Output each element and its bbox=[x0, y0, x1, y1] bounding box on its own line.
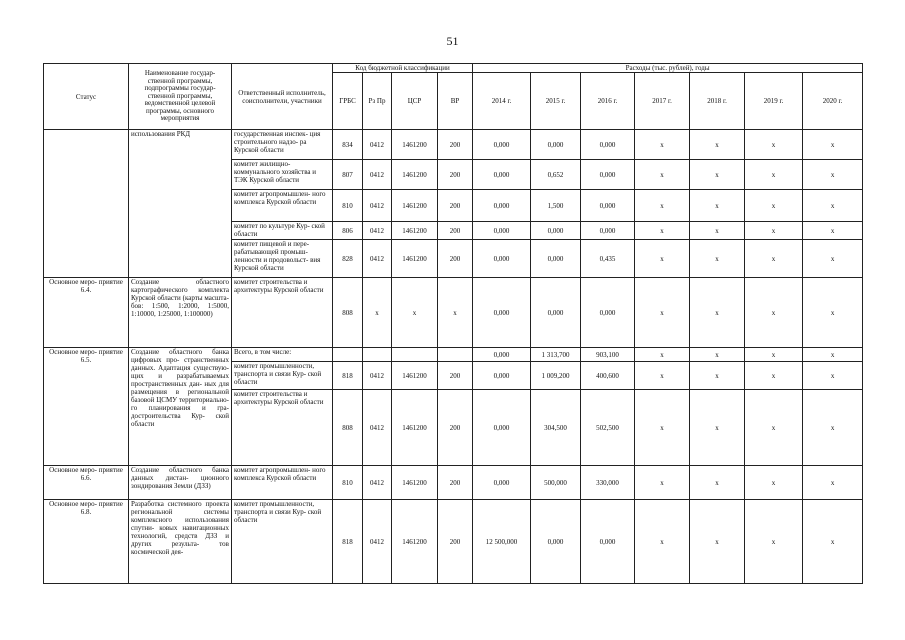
value-cell: 903,100 bbox=[581, 348, 635, 362]
header-code-3: ВР bbox=[438, 73, 473, 130]
value-cell: 1 313,700 bbox=[531, 348, 581, 362]
code-cell-csr: 1461200 bbox=[392, 500, 438, 584]
code-cell-rz: 0412 bbox=[363, 500, 392, 584]
code-cell-rz: 0412 bbox=[363, 362, 392, 390]
code-cell-grbs: 806 bbox=[333, 222, 363, 240]
responsible-cell: государственная инспек- ция строительного надзо- ра Курской области bbox=[232, 130, 333, 160]
header-status: Статус bbox=[44, 64, 129, 130]
name-cell: Разработка системного проекта региональной системы комплексного использования спутни- ковых навигационных технологий, средств ДЗЗ и других результа- тов космической дея- bbox=[129, 500, 232, 584]
value-cell: x bbox=[635, 222, 690, 240]
responsible-cell: комитет промышленности, транспорта и связи Кур- ской области bbox=[232, 362, 333, 390]
value-cell: x bbox=[745, 466, 803, 500]
table-row bbox=[44, 466, 863, 500]
code-cell-rz: 0412 bbox=[363, 190, 392, 222]
value-cell: 0,000 bbox=[531, 500, 581, 584]
header-name: Наименование государ- ственной программы, подпрограммы государ- ственной программы, ведомственной целевой программы, основного мероприятия bbox=[129, 64, 232, 130]
status-cell: Основное меро- приятие 6.4. bbox=[44, 278, 129, 348]
value-cell: 0,000 bbox=[581, 278, 635, 348]
value-cell: 12 500,000 bbox=[473, 500, 531, 584]
value-cell: 0,000 bbox=[473, 240, 531, 278]
code-cell-csr: 1461200 bbox=[392, 466, 438, 500]
status-cell: Основное меро- приятие 6.8. bbox=[44, 500, 129, 584]
value-cell: 330,000 bbox=[581, 466, 635, 500]
header-code-1: Рз Пр bbox=[363, 73, 392, 130]
code-cell-csr: 1461200 bbox=[392, 362, 438, 390]
value-cell: 500,000 bbox=[531, 466, 581, 500]
value-cell: 0,000 bbox=[531, 278, 581, 348]
code-cell-grbs: 834 bbox=[333, 130, 363, 160]
value-cell: x bbox=[635, 160, 690, 190]
value-cell: x bbox=[745, 500, 803, 584]
value-cell: x bbox=[635, 190, 690, 222]
value-cell: x bbox=[803, 240, 863, 278]
code-cell-vr: 200 bbox=[438, 222, 473, 240]
value-cell: x bbox=[635, 500, 690, 584]
code-cell-vr: 200 bbox=[438, 240, 473, 278]
code-cell-vr: 200 bbox=[438, 466, 473, 500]
responsible-cell: комитет жилищно- коммунального хозяйства и ТЭК Курской области bbox=[232, 160, 333, 190]
header-year-1: 2015 г. bbox=[531, 73, 581, 130]
value-cell: x bbox=[745, 240, 803, 278]
code-cell-csr: 1461200 bbox=[392, 390, 438, 466]
value-cell: 502,500 bbox=[581, 390, 635, 466]
value-cell: 304,500 bbox=[531, 390, 581, 466]
value-cell: 0,000 bbox=[473, 362, 531, 390]
page-number: 51 bbox=[446, 34, 459, 48]
name-cell: Создание областного картографического комплекта Курской области (карты масшта- бов: 1:500, 1:2000, 1:5000, 1:10000, 1:25000, 1:100000) bbox=[129, 278, 232, 348]
value-cell: 1 009,200 bbox=[531, 362, 581, 390]
code-cell-csr: 1461200 bbox=[392, 240, 438, 278]
value-cell: 0,000 bbox=[581, 160, 635, 190]
header-expenses: Расходы (тыс. рублей), годы bbox=[473, 64, 863, 73]
value-cell: x bbox=[635, 240, 690, 278]
code-cell-rz: 0412 bbox=[363, 240, 392, 278]
value-cell: x bbox=[690, 240, 745, 278]
header-responsible: Ответственный исполнитель, соисполнители, участники bbox=[232, 64, 333, 130]
code-cell-grbs: 818 bbox=[333, 362, 363, 390]
responsible-cell: комитет по культуре Кур- ской области bbox=[232, 222, 333, 240]
value-cell: x bbox=[745, 160, 803, 190]
value-cell: x bbox=[745, 348, 803, 362]
value-cell: 0,000 bbox=[473, 390, 531, 466]
value-cell: x bbox=[745, 222, 803, 240]
value-cell: x bbox=[745, 190, 803, 222]
code-cell-vr: x bbox=[438, 278, 473, 348]
value-cell: 0,000 bbox=[531, 240, 581, 278]
value-cell: 0,000 bbox=[473, 160, 531, 190]
table-row bbox=[44, 500, 863, 584]
value-cell: x bbox=[635, 278, 690, 348]
value-cell: 0,000 bbox=[581, 190, 635, 222]
name-cell: Создание областного банка цифровых про- странственных данных. Адаптация существую- щих и разрабатываемых пространственных дан- ных для размещения в региональной базовой ЦСМУ территориально- го планирования и гра- достроительства Кур- ской области bbox=[129, 348, 232, 466]
header-code-2: ЦСР bbox=[392, 73, 438, 130]
code-cell-csr: 1461200 bbox=[392, 130, 438, 160]
code-cell-vr: 200 bbox=[438, 390, 473, 466]
code-cell-grbs: 808 bbox=[333, 390, 363, 466]
name-cell: Создание областного банка данных дистан- ционного зондирования Земли (ДЗЗ) bbox=[129, 466, 232, 500]
code-cell-rz: 0412 bbox=[363, 222, 392, 240]
value-cell: x bbox=[690, 390, 745, 466]
code-cell-grbs: 807 bbox=[333, 160, 363, 190]
code-cell-csr: x bbox=[392, 278, 438, 348]
responsible-cell: комитет строительства и архитектуры Курской области bbox=[232, 278, 333, 348]
table-row bbox=[44, 130, 863, 160]
value-cell: 0,652 bbox=[531, 160, 581, 190]
status-cell bbox=[44, 130, 129, 278]
value-cell: x bbox=[690, 130, 745, 160]
code-cell-grbs: 828 bbox=[333, 240, 363, 278]
code-cell-rz: 0412 bbox=[363, 390, 392, 466]
code-cell-rz: 0412 bbox=[363, 466, 392, 500]
value-cell: x bbox=[635, 348, 690, 362]
value-cell: x bbox=[803, 362, 863, 390]
value-cell: x bbox=[745, 390, 803, 466]
code-cell-vr: 200 bbox=[438, 130, 473, 160]
value-cell: 400,600 bbox=[581, 362, 635, 390]
value-cell: 0,000 bbox=[473, 348, 531, 362]
value-cell: x bbox=[803, 160, 863, 190]
budget-table bbox=[43, 63, 863, 584]
value-cell: 0,000 bbox=[473, 278, 531, 348]
code-cell-rz: 0412 bbox=[363, 160, 392, 190]
value-cell: x bbox=[745, 278, 803, 348]
table-row bbox=[44, 348, 863, 362]
code-cell-rz bbox=[363, 348, 392, 362]
header-budget-code: Код бюджетной классификации bbox=[333, 64, 473, 73]
value-cell: 0,000 bbox=[473, 130, 531, 160]
responsible-cell: комитет пищевой и пере- рабатывающей промыш- ленности и продовольст- вия Курской области bbox=[232, 240, 333, 278]
responsible-cell: комитет промышленности, транспорта и связи Кур- ской области bbox=[232, 500, 333, 584]
status-cell: Основное меро- приятие 6.5. bbox=[44, 348, 129, 466]
value-cell: x bbox=[690, 362, 745, 390]
code-cell-csr: 1461200 bbox=[392, 222, 438, 240]
code-cell-grbs: 810 bbox=[333, 466, 363, 500]
header-year-5: 2019 г. bbox=[745, 73, 803, 130]
code-cell-grbs bbox=[333, 348, 363, 362]
value-cell: x bbox=[690, 466, 745, 500]
value-cell: x bbox=[635, 390, 690, 466]
value-cell: 0,000 bbox=[581, 130, 635, 160]
table-row bbox=[44, 278, 863, 348]
status-cell: Основное меро- приятие 6.6. bbox=[44, 466, 129, 500]
value-cell: 0,000 bbox=[581, 222, 635, 240]
responsible-cell: Всего, в том числе: bbox=[232, 348, 333, 362]
responsible-cell: комитет агропромышлен- ного комплекса Курской области bbox=[232, 466, 333, 500]
code-cell-rz: 0412 bbox=[363, 130, 392, 160]
value-cell: x bbox=[803, 500, 863, 584]
value-cell: x bbox=[803, 130, 863, 160]
code-cell-csr: 1461200 bbox=[392, 160, 438, 190]
code-cell-csr bbox=[392, 348, 438, 362]
value-cell: 0,435 bbox=[581, 240, 635, 278]
value-cell: x bbox=[690, 222, 745, 240]
value-cell: 0,000 bbox=[473, 466, 531, 500]
value-cell: 0,000 bbox=[581, 500, 635, 584]
value-cell: x bbox=[635, 130, 690, 160]
code-cell-csr: 1461200 bbox=[392, 190, 438, 222]
value-cell: x bbox=[803, 222, 863, 240]
value-cell: x bbox=[803, 348, 863, 362]
value-cell: x bbox=[803, 466, 863, 500]
code-cell-vr: 200 bbox=[438, 500, 473, 584]
code-cell-vr: 200 bbox=[438, 160, 473, 190]
value-cell: 0,000 bbox=[473, 222, 531, 240]
value-cell: 0,000 bbox=[531, 222, 581, 240]
header-year-2: 2016 г. bbox=[581, 73, 635, 130]
header-code-0: ГРБС bbox=[333, 73, 363, 130]
value-cell: 1,500 bbox=[531, 190, 581, 222]
value-cell: x bbox=[803, 390, 863, 466]
code-cell-grbs: 808 bbox=[333, 278, 363, 348]
responsible-cell: комитет агропромышлен- ного комплекса Курской области bbox=[232, 190, 333, 222]
code-cell-vr: 200 bbox=[438, 190, 473, 222]
value-cell: x bbox=[635, 466, 690, 500]
value-cell: x bbox=[690, 190, 745, 222]
code-cell-rz: x bbox=[363, 278, 392, 348]
code-cell-vr bbox=[438, 348, 473, 362]
header-year-3: 2017 г. bbox=[635, 73, 690, 130]
code-cell-grbs: 810 bbox=[333, 190, 363, 222]
value-cell: 0,000 bbox=[473, 190, 531, 222]
value-cell: x bbox=[745, 130, 803, 160]
header-year-4: 2018 г. bbox=[690, 73, 745, 130]
value-cell: x bbox=[690, 348, 745, 362]
code-cell-vr: 200 bbox=[438, 362, 473, 390]
header-year-6: 2020 г. bbox=[803, 73, 863, 130]
value-cell: x bbox=[745, 362, 803, 390]
name-cell: использования РКД bbox=[129, 130, 232, 278]
value-cell: 0,000 bbox=[531, 130, 581, 160]
value-cell: x bbox=[635, 362, 690, 390]
header-year-0: 2014 г. bbox=[473, 73, 531, 130]
value-cell: x bbox=[690, 500, 745, 584]
code-cell-grbs: 818 bbox=[333, 500, 363, 584]
value-cell: x bbox=[690, 278, 745, 348]
value-cell: x bbox=[803, 190, 863, 222]
responsible-cell: комитет строительства и архитектуры Курской области bbox=[232, 390, 333, 466]
value-cell: x bbox=[690, 160, 745, 190]
value-cell: x bbox=[803, 278, 863, 348]
